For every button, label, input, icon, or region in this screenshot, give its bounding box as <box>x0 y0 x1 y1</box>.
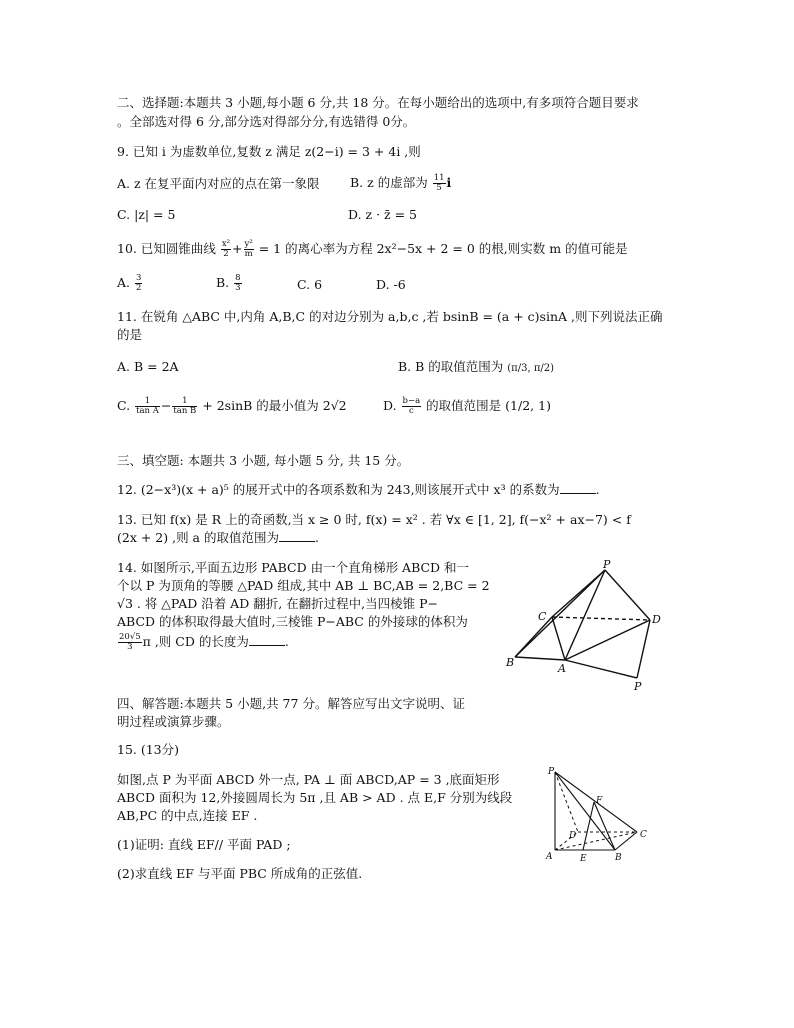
q14-fraction <box>118 633 142 652</box>
q11-option-c-f1-num: 1 <box>135 397 160 407</box>
q11-option-b-text: B. B 的取值范围为 <box>398 359 504 374</box>
q10-fraction-2-den: m <box>244 249 253 259</box>
q14-text: π ,则 CD 的长度为 <box>142 634 249 649</box>
q10-option-b-label: B. <box>216 275 230 290</box>
q14-end: . <box>284 634 289 649</box>
q11-option-d-num: b−a <box>402 396 421 406</box>
q12-stem <box>117 482 600 498</box>
q9-option-c: C. |z| = 5 <box>117 207 176 222</box>
q10-option-a-den: 2 <box>136 283 142 293</box>
q11-option-c-fraction-1 <box>135 397 160 416</box>
section-2-heading: 二、选择题:本题共 3 小题,每小题 6 分,共 18 分。在每小题给出的选项中,有多项符合题目要求 <box>117 95 639 110</box>
fig15-label-e: E <box>580 854 587 864</box>
q14-line-2: 个以 P 为顶角的等腰 △PAD 组成,其中 AB ⊥ BC,AB = 2,BC = 2 <box>117 578 490 593</box>
q11-option-d <box>383 397 551 416</box>
q12-end: . <box>595 482 600 497</box>
q11-option-c-f1-den: tan A <box>136 406 159 416</box>
q11-option-c-text: + 2sinB 的最小值为 2√2 <box>202 398 347 413</box>
q11-option-d-text: 的取值范围是 <box>426 398 502 413</box>
q14-line-1: 14. 如图所示,平面五边形 PABCD 由一个直角梯形 ABCD 和一 <box>117 560 470 575</box>
q10-option-b <box>216 274 243 293</box>
section-4-heading-cont: 明过程或演算步骤。 <box>117 714 230 729</box>
q11-stem: 11. 在锐角 △ABC 中,内角 A,B,C 的对边分别为 a,b,c ,若 bsinB = (a + c)sinA ,则下列说法正确 <box>117 309 663 324</box>
fig14-label-p: P <box>603 560 611 571</box>
fig14-label-d: D <box>652 613 661 626</box>
q9-option-a: A. z 在复平面内对应的点在第一象限 <box>117 176 320 191</box>
q13-stem-cont <box>117 530 319 546</box>
q11-option-c-f2-num: 1 <box>172 397 197 407</box>
fig15-label-a: A <box>546 852 553 862</box>
q9-option-b-den: 5 <box>436 183 442 193</box>
q10-option-b-num: 8 <box>235 273 241 283</box>
q13-stem: 13. 已知 f(x) 是 R 上的奇函数,当 x ≥ 0 时, f(x) = x² . 若 ∀x ∈ [1, 2], f(−x² + ax−7) < f <box>117 512 631 527</box>
fig15-label-p: P <box>548 767 555 777</box>
q15-line-2: ABCD 面积为 12,外接圆周长为 5π ,且 AB > AD . 点 E,F 分别为线段 <box>117 790 513 805</box>
q13-text: (2x + 2) ,则 a 的取值范围为 <box>117 530 279 545</box>
q9-option-b-text: B. z 的虚部为 <box>350 175 428 190</box>
fig14-label-a: A <box>558 662 566 675</box>
q14-answer-blank[interactable] <box>249 634 285 646</box>
q11-option-c <box>117 397 347 416</box>
q14-fraction-num: 20√5 <box>119 632 141 642</box>
section-2-heading-cont: 。全部选对得 6 分,部分选对得部分分,有选错得 0分。 <box>117 114 416 129</box>
q11-option-d-range: (1/2, 1) <box>505 398 551 413</box>
q9-option-b-fraction <box>433 174 446 193</box>
fig14-label-b: B <box>506 656 515 669</box>
q10-option-a-num: 3 <box>136 273 142 283</box>
q9-option-b-i: i <box>446 175 452 190</box>
fig15-label-f: F <box>596 796 603 806</box>
q10-option-b-fraction <box>234 274 241 293</box>
fig15-label-d: D <box>569 831 577 841</box>
q10-stem-post: = 1 的离心率为方程 2x²−5x + 2 = 0 的根,则实数 m 的值可能是 <box>258 241 628 256</box>
q10-fraction-1-den: 2 <box>223 249 229 259</box>
q10-fraction-2-num: y² <box>244 239 253 249</box>
q12-answer-blank[interactable] <box>560 482 596 494</box>
q13-end: . <box>314 530 319 545</box>
q15-part-1: (1)证明: 直线 EF// 平面 PAD ; <box>117 837 291 852</box>
q15-part-2: (2)求直线 EF 与平面 PBC 所成角的正弦值. <box>117 866 363 881</box>
q11-option-c-label: C. <box>117 398 131 413</box>
q13-answer-blank[interactable] <box>279 530 315 542</box>
q11-stem-cont: 的是 <box>117 327 143 342</box>
fig15-label-b: B <box>615 853 622 863</box>
q11-option-b <box>398 359 554 377</box>
q10-option-b-den: 3 <box>235 283 241 293</box>
q14-line-5 <box>117 633 289 652</box>
q10-option-a-fraction <box>135 274 142 293</box>
q10-option-d: D. -6 <box>376 277 406 292</box>
q11-option-c-minus: − <box>160 398 172 413</box>
q10-fraction-1 <box>221 240 231 259</box>
q15-figure <box>540 762 670 870</box>
q11-option-a: A. B = 2A <box>117 359 179 374</box>
q11-option-d-label: D. <box>383 398 397 413</box>
q11-option-c-fraction-2 <box>172 397 197 416</box>
fig14-label-c: C <box>538 610 547 623</box>
fig15-label-c: C <box>640 830 647 840</box>
q9-stem: 9. 已知 i 为虚数单位,复数 z 满足 z(2−i) = 3 + 4i ,则 <box>117 144 421 159</box>
q14-figure <box>500 560 680 695</box>
q11-option-d-fraction <box>402 397 422 416</box>
q11-option-c-f2-den: tan B <box>173 406 197 416</box>
q10-fraction-1-num: x² <box>221 239 231 249</box>
q10-option-c: C. 6 <box>297 277 323 292</box>
q12-text: 12. (2−x³)(x + a)⁵ 的展开式中的各项系数和为 243,则该展开式中 x³ 的系数为 <box>117 482 560 497</box>
q14-fraction-den: 3 <box>127 642 133 652</box>
q9-option-b <box>350 174 451 193</box>
q14-line-4: ABCD 的体积取得最大值时,三棱锥 P−ABC 的外接球的体积为 <box>117 614 468 629</box>
q15-heading: 15. (13分) <box>117 742 180 757</box>
q14-line-3: √3 . 将 △PAD 沿着 AD 翻折, 在翻折过程中,当四棱锥 P− <box>117 596 438 611</box>
q9-option-d: D. z · z̄ = 5 <box>348 207 417 222</box>
q11-option-b-range: (π/3, π/2) <box>507 363 555 374</box>
q10-option-a <box>117 274 143 293</box>
q10-stem-pre: 10. 已知圆锥曲线 <box>117 241 216 256</box>
q9-option-b-num: 11 <box>433 173 445 183</box>
q10-option-a-label: A. <box>117 275 131 290</box>
q10-plus: + <box>232 241 243 256</box>
q15-line-1: 如图,点 P 为平面 ABCD 外一点, PA ⊥ 面 ABCD,AP = 3 ,底面矩形 <box>117 772 500 787</box>
q10-stem <box>117 240 628 259</box>
q10-fraction-2 <box>244 240 254 259</box>
fig14-label-p2: P <box>634 680 642 693</box>
section-4-heading: 四、解答题:本题共 5 小题,共 77 分。解答应写出文字说明、证 <box>117 696 465 711</box>
q15-line-3: AB,PC 的中点,连接 EF . <box>117 808 258 823</box>
q11-option-d-den: c <box>408 406 414 416</box>
section-3-heading: 三、填空题: 本题共 3 小题, 每小题 5 分, 共 15 分。 <box>117 453 410 468</box>
